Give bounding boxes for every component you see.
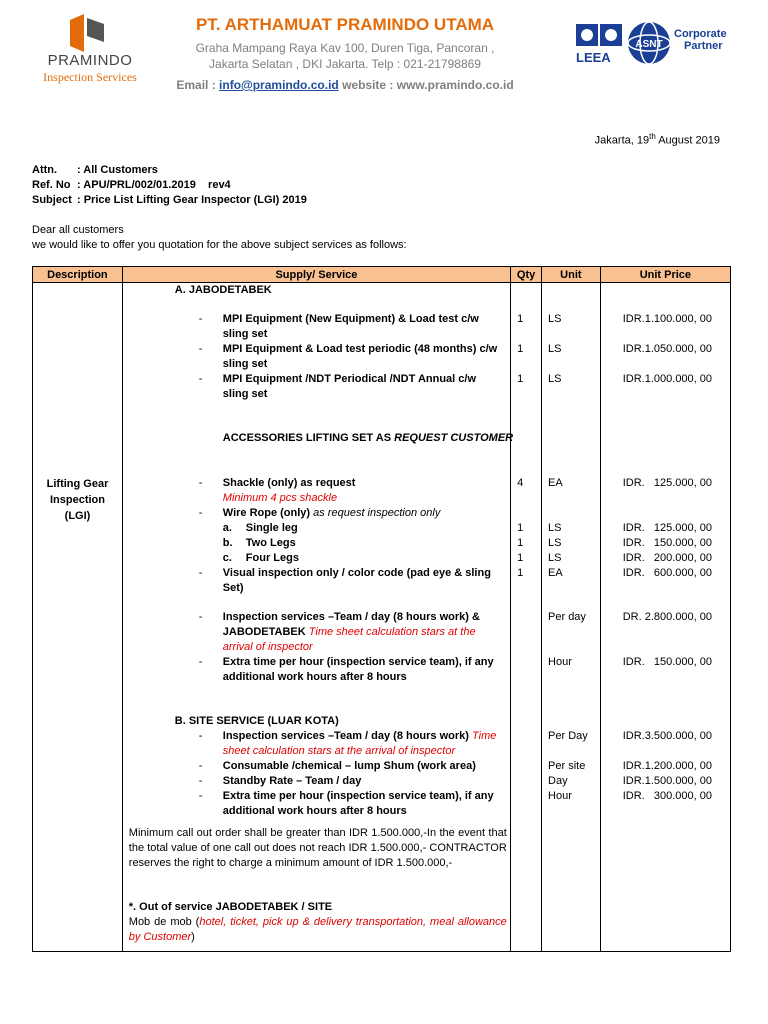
unit-value: LS [548,552,562,564]
email-link[interactable]: info@pramindo.co.id [219,78,339,92]
out-of-service-heading: *. Out of service JABODETABEK / SITE [128,901,333,913]
a-item-1: MPI Equipment (New Equipment) & Load test c/w [222,313,479,325]
date-suffix-sup: th [649,132,656,141]
col-header-supply: Supply/ Service [122,267,510,283]
unit-value: Per site [548,760,586,772]
table-row [33,283,731,952]
shackle-note: Minimum 4 pcs shackle [222,492,338,504]
table-header-row [33,267,731,283]
qty-value: 1 [517,313,524,325]
qty-value: 1 [517,343,524,355]
partner-logos [574,20,750,68]
wire-four-legs: Four Legs [245,552,299,564]
unit-value: LS [548,313,562,325]
price-value: IDR.1.000.000, 00 [622,373,713,385]
extra-time-item: Extra time per hour (inspection service team), if any [222,656,494,668]
qty-value: 1 [517,552,524,564]
a-item-2: MPI Equipment & Load test periodic (48 months) c/w [222,343,498,355]
qty-value: 4 [517,477,524,489]
qty-value: 1 [517,537,524,549]
price-value: IDR. 200.000, 00 [622,552,713,564]
description-cell [33,283,123,952]
col-header-qty: Qty [511,267,542,283]
letter-greeting [32,223,407,253]
supply-cell: A. JABODETABEK - MPI Equipment (New Equipment) & Load test c/w sling set - MPI Equipment & Load test periodic (48 months) c/w sling set - MPI Equipment /NDT Periodical /NDT Annual c/w sling set ACCESSORIES LIFTING SET AS REQUEST CUSTOMER - Shackle (only) as request Minimum 4 pcs shackle - Wire Rope (only) as request inspection only a. Single leg b. Two Legs c. Four Legs - Visual inspection only / color code (pad eye & sling Set) - Inspection services –Team / day (8 hours work) & JABODETABEK Time sheet calculation stars at the arrival of inspector - Extra time per hour (inspection service team), if any additional work hours after 8 hours B. SITE SERVICE (LUAR KOTA) - Inspection services –Team / day (8 hours work) Time sheet calculation stars at the arrival of inspector - Consumable /chemical – lump Shum (work area) - Standby Rate – Team / day - Extra time per hour (inspection service team), if any additional work hours after 8 hours Minimum call out order shall be greater than IDR 1.500.000,-In the event that the total value of one call out does not reach IDR 1.500.000,- CONTRACTOR reserves the right to charge a minimum amount of IDR 1.500.000,- *. Out of service JABODETABEK / SITE Mob de mob (hotel, ticket, pick up & delivery transportation, meal allowance by Customer) [122,283,510,952]
unit-value: LS [548,373,562,385]
website-text: www.pramindo.co.id [396,78,514,92]
unit-value: Hour [548,656,572,668]
col-header-description: Description [33,267,123,283]
wire-two-legs: Two Legs [245,537,296,549]
letter-reference-block [32,163,307,208]
intro-line: we would like to offer you quotation for the above subject services as follows: [32,239,407,251]
site-extra-time-item: Extra time per hour (inspection service team), if any [222,790,494,802]
email-label: Email : [176,78,220,92]
inspection-services-item: Inspection services –Team / day (8 hours work) & [222,611,480,623]
price-value: IDR.1.100.000, 00 [622,313,713,325]
address-line-2: Jakarta Selatan , DKI Jakarta. Telp : 021-21798869 [209,57,481,71]
col-header-unit: Unit [542,267,601,283]
pramindo-logo-icon [70,14,104,52]
company-header [150,14,540,92]
consumable-item: Consumable /chemical – lump Shum (work area) [222,760,476,772]
standby-item: Standby Rate – Team / day [222,775,362,787]
mob-demob-note: Mob de mob (hotel, ticket, pick up & delivery transportation, meal allowance by Customer) [128,916,507,943]
company-address [150,40,540,72]
price-value: DR. 2.800.000, 00 [622,611,713,623]
unit-value: LS [548,537,562,549]
partner-line-2: Partner [684,40,723,52]
ref-label: Ref. No [32,179,71,191]
qty-value: 1 [517,567,524,579]
unit-value: LS [548,522,562,534]
a-item-3: MPI Equipment /NDT Periodical /NDT Annual c/w [222,373,477,385]
description-text: Lifting Gear Inspection (LGI) [46,478,109,522]
date-suffix: August 2019 [655,134,720,147]
company-logo [30,14,150,89]
qty-value: 1 [517,522,524,534]
website-label: website : [338,78,397,92]
unit-value: Per Day [548,730,588,742]
unit-price-cell [600,283,730,952]
unit-value: Day [548,775,568,787]
date-prefix: Jakarta, 19 [594,134,650,147]
price-value: IDR. 125.000, 00 [622,477,713,489]
col-header-unit-price: Unit Price [600,267,730,283]
letter-date [595,132,720,147]
attn-value: : All Customers [77,164,158,176]
attn-label: Attn. [32,164,58,176]
asnt-label: ASNT [635,39,663,50]
wire-single-leg: Single leg [245,522,298,534]
minimum-callout-note: Minimum call out order shall be greater than IDR 1.500.000,-In the event that the total value of one call out does not reach IDR 1.500.000,- CONTRACTOR reserves the right to charge a minimum amount of IDR 1.500.000,- [128,827,507,869]
section-a-heading: A. JABODETABEK [174,284,272,296]
wire-rope-item: Wire Rope (only) as request inspection only [222,507,441,519]
price-value: IDR. 150.000, 00 [622,537,713,549]
price-value: IDR.1.050.000, 00 [622,343,713,355]
unit-value: LS [548,343,562,355]
qty-cell [511,283,542,952]
price-value: IDR. 300.000, 00 [622,790,713,802]
partner-line-1: Corporate [674,28,727,40]
qty-value: 1 [517,373,524,385]
unit-value: Hour [548,790,572,802]
unit-value: EA [548,567,563,579]
company-contact [150,78,540,92]
unit-value: EA [548,477,563,489]
price-value: IDR.3.500.000, 00 [622,730,713,742]
unit-cell [542,283,601,952]
price-value: IDR. 125.000, 00 [622,522,713,534]
ref-value: : APU/PRL/002/01.2019 rev4 [77,179,231,191]
site-inspection-item: Inspection services –Team / day (8 hours work) Time [222,730,497,742]
price-value: IDR.1.500.000, 00 [622,775,713,787]
leea-label: LEEA [576,50,611,65]
logo-name: PRAMINDO [47,52,133,69]
unit-value: Per day [548,611,586,623]
logo-subtitle: Inspection Services [43,70,137,84]
accessories-heading: ACCESSORIES LIFTING SET AS REQUEST CUSTOMER [222,432,514,444]
shackle-item: Shackle (only) as request [222,477,356,489]
price-value: IDR.1.200.000, 00 [622,760,713,772]
price-table [32,266,731,952]
subject-label: Subject [32,194,72,206]
corporate-partner-label [674,28,727,52]
asnt-globe-icon [626,20,672,66]
greeting-line: Dear all customers [32,224,124,236]
price-value: IDR. 600.000, 00 [622,567,713,579]
price-value: IDR. 150.000, 00 [622,656,713,668]
subject-value: : Price List Lifting Gear Inspector (LGI) 2019 [77,194,307,206]
address-line-1: Graha Mampang Raya Kav 100, Duren Tiga, Pancoran , [195,41,495,55]
company-name: PT. ARTHAMUAT PRAMINDO UTAMA [195,15,495,34]
section-b-heading: B. SITE SERVICE (LUAR KOTA) [174,715,339,727]
visual-inspection-item: Visual inspection only / color code (pad eye & sling [222,567,491,579]
